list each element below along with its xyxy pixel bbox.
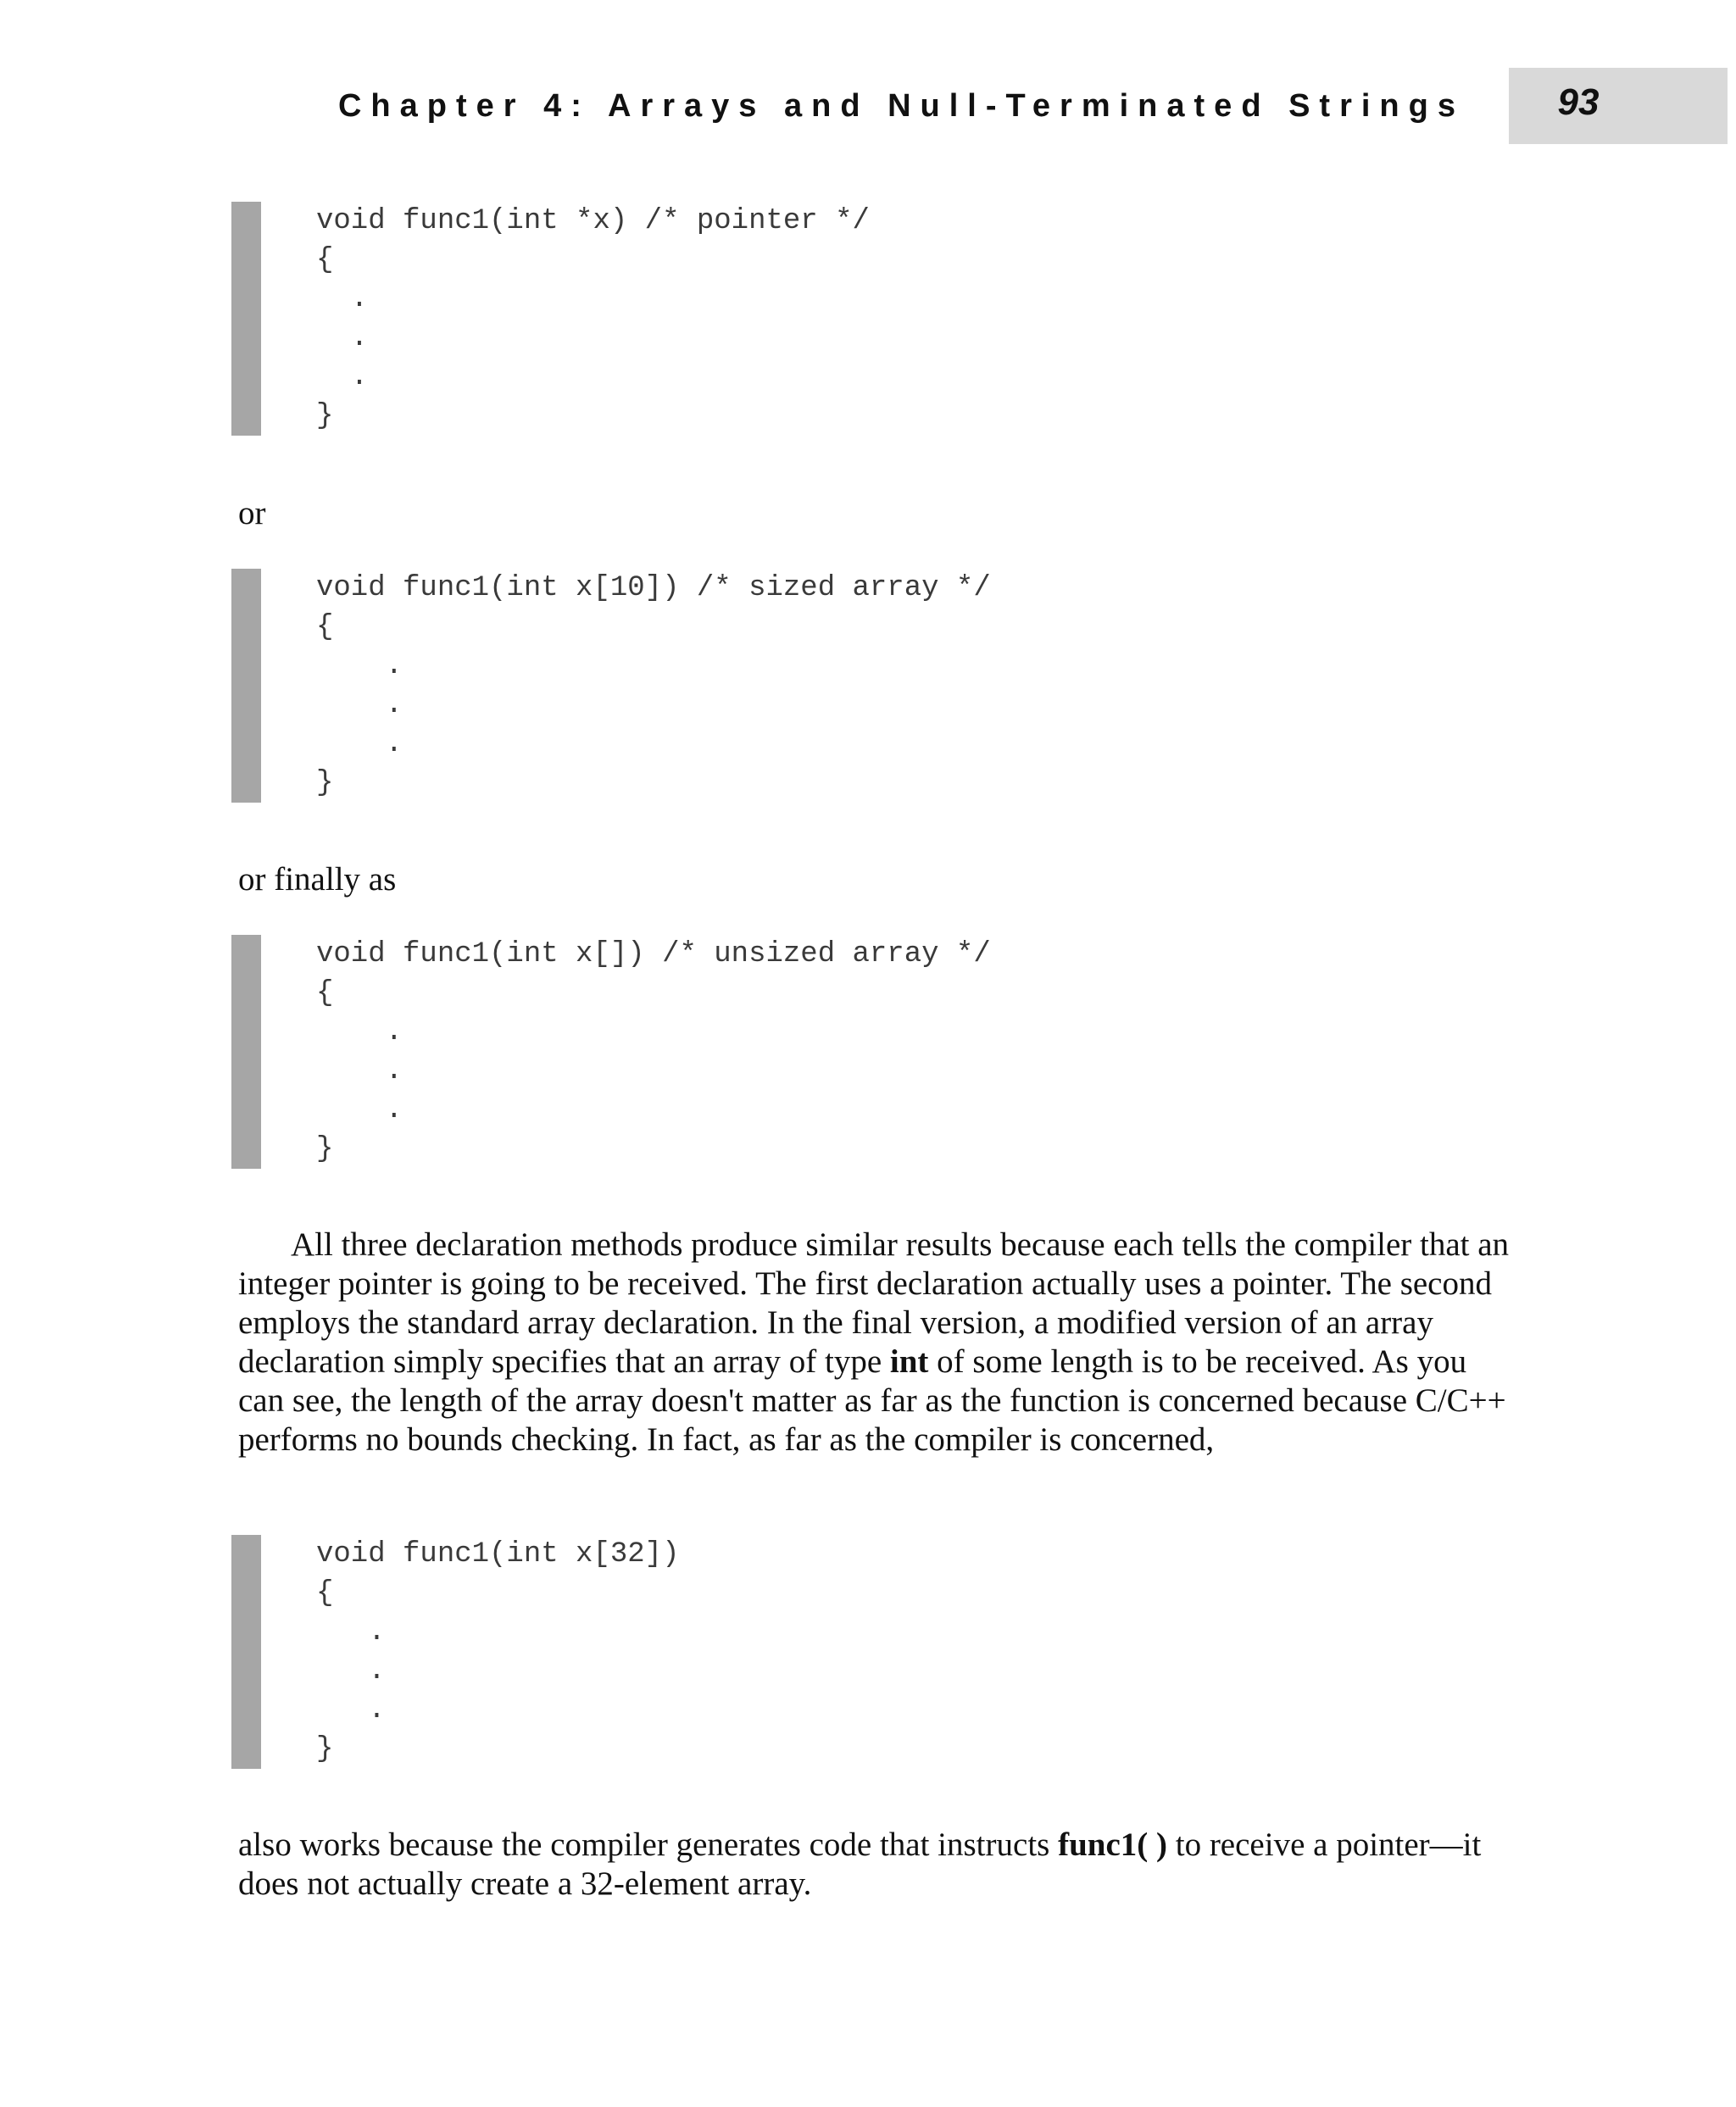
paragraph-declaration-methods [238,1226,1510,1459]
code-line: } [316,767,334,799]
text-or-finally-as: or finally as [238,861,397,898]
code-line: { [316,611,334,643]
page-number-tab [1509,68,1728,144]
paragraph-text: to receive a pointer—it does not actually create a 32-element array. [238,1826,1482,1902]
code-line: . [316,689,403,721]
code-block-unsized-array [231,935,991,1169]
code-line: } [316,1733,334,1765]
code-line: void func1(int *x) /* pointer */ [316,205,870,237]
code-block-32-array [231,1535,679,1769]
code-line: . [316,650,403,682]
code-line: . [316,1655,386,1687]
paragraph-also-works [238,1826,1510,1904]
code-line: . [316,1094,403,1126]
code-line: . [316,1055,403,1087]
code-line: void func1(int x[10]) /* sized array */ [316,572,991,604]
code-block-sized-array [231,569,991,803]
code-line: . [316,728,403,760]
code-block-pointer [231,202,870,436]
code-line: } [316,400,334,432]
running-head-title: Chapter 4: Arrays and Null-Terminated Strings [337,88,1465,124]
code-line: { [316,1577,334,1609]
keyword-int: int [889,1343,929,1380]
code-line: . [316,361,369,393]
code-line: { [316,977,334,1009]
code-line: void func1(int x[32]) [316,1538,680,1571]
code-line: void func1(int x[]) /* unsized array */ [316,938,991,970]
code-line: . [316,283,369,315]
paragraph-text: All three declaration methods produce similar results because each tells the compiler that an integer pointer is going to be received. The first declaration actually uses a pointer. The second employs the standard array declaration. In the final version, a modified version of an array declaration simply specifies that an array of type [238,1226,1510,1380]
page-number: 93 [1557,81,1600,123]
code-line: . [316,1016,403,1048]
function-name-func1: func1( ) [1058,1826,1167,1863]
code-line: { [316,244,334,276]
paragraph-text: of some length is to be received. As you can see, the length of the array doesn't matter as far as the function is concerned because C/C++ performs no bounds checking. In fact, as far as the compiler is concerned, [238,1343,1506,1458]
code-line: . [316,1694,386,1726]
code-line: . [316,1616,386,1648]
code-line: . [316,322,369,354]
paragraph-text: also works because the compiler generates code that instructs [238,1826,1059,1863]
code-line: } [316,1133,334,1165]
text-or: or [238,495,266,531]
